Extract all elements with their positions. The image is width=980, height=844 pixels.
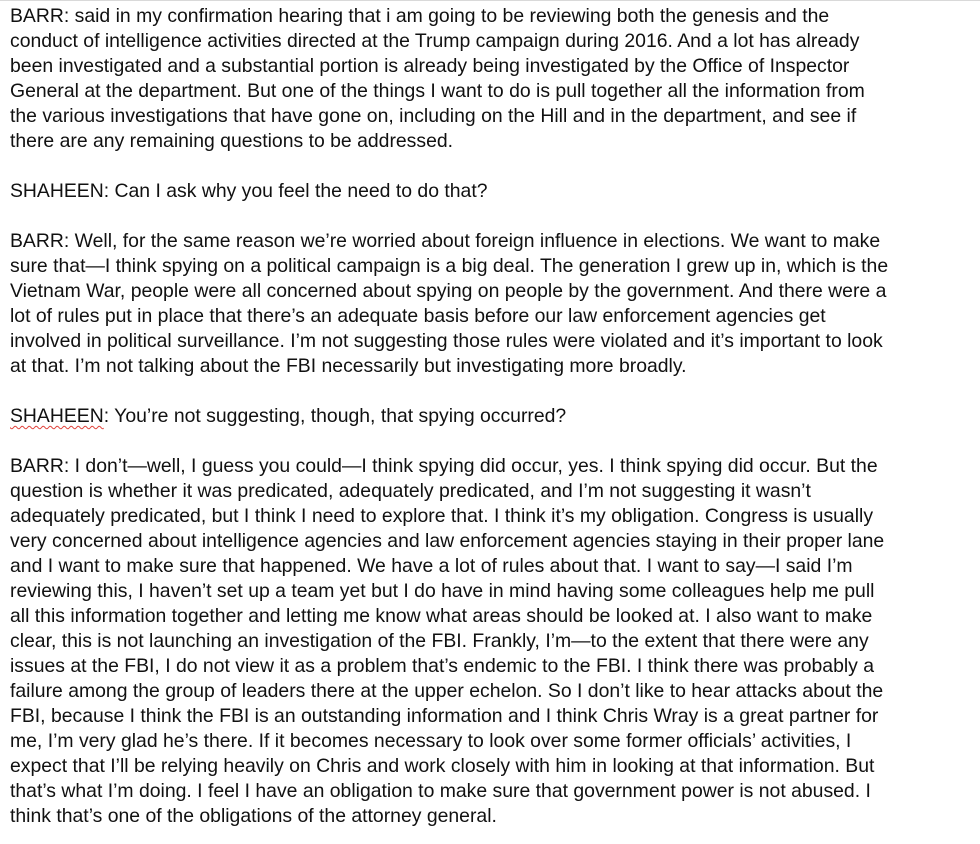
text-line: all this information together and letting me know what areas should be looked at. I also want to make — [10, 605, 873, 627]
text-line: clear, this is not launching an investigation of the FBI. Frankly, I’m—to the extent that there were any — [10, 630, 869, 652]
text-line: involved in political surveillance. I’m not suggesting those rules were violated and it’s important to look — [10, 330, 883, 352]
text-line: adequately predicated, but I think I need to explore that. I think it’s my obligation. Congress is usually — [10, 505, 874, 527]
page-top-border — [0, 0, 980, 1]
paragraph-gap — [10, 204, 980, 229]
paragraph-shaheen-1 — [10, 179, 980, 204]
text-line: very concerned about intelligence agencies and law enforcement agencies staying in their proper lane — [10, 530, 885, 552]
text-line: failure among the group of leaders there at the upper echelon. So I don’t like to hear attacks about the — [10, 680, 884, 702]
paragraph-shaheen-2 — [10, 404, 980, 429]
text-line: and I want to make sure that happened. We have a lot of rules about that. I want to say—I said I’m — [10, 555, 853, 577]
text-line: the various investigations that have gone on, including on the Hill and in the department, and see if — [10, 105, 857, 127]
text-line: conduct of intelligence activities directed at the Trump campaign during 2016. And a lot has already — [10, 30, 860, 52]
document-body[interactable] — [10, 4, 980, 829]
text-line: been investigated and a substantial portion is already being investigated by the Office of Inspector — [10, 55, 850, 77]
text-line: at that. I’m not talking about the FBI necessarily but investigating more broadly. — [10, 355, 687, 377]
text-line: Vietnam War, people were all concerned about spying on people by the government. And there were a — [10, 280, 887, 302]
paragraph-gap — [10, 154, 980, 179]
paragraph-barr-2 — [10, 229, 980, 379]
paragraph-barr-3 — [10, 454, 980, 829]
text-line: sure that—I think spying on a political campaign is a big deal. The generation I grew up in, which is the — [10, 255, 889, 277]
text-run: : You’re not suggesting, though, that spying occurred? — [103, 405, 567, 427]
text-line — [10, 404, 980, 429]
text-line: lot of rules put in place that there’s an adequate basis before our law enforcement agencies get — [10, 305, 826, 327]
text-line: General at the department. But one of the things I want to do is pull together all the information from — [10, 80, 865, 102]
spellcheck-flagged-word[interactable]: SHAHEEN — [10, 405, 104, 427]
text-line: issues at the FBI, I do not view it as a problem that’s endemic to the FBI. I think there was probably a — [10, 655, 875, 677]
paragraph-gap — [10, 429, 980, 454]
text-line: BARR: said in my confirmation hearing that i am going to be reviewing both the genesis and the — [10, 5, 830, 27]
text-line: expect that I’ll be relying heavily on Chris and work closely with him in looking at that information. But — [10, 755, 875, 777]
text-line: FBI, because I think the FBI is an outstanding information and I think Chris Wray is a great partner for — [10, 705, 879, 727]
text-line: me, I’m very glad he’s there. If it becomes necessary to look over some former officials’ activities, I — [10, 730, 852, 752]
text-line: there are any remaining questions to be addressed. — [10, 130, 454, 152]
text-line: BARR: I don’t—well, I guess you could—I think spying did occur, yes. I think spying did occur. But the — [10, 455, 878, 477]
paragraph-gap — [10, 379, 980, 404]
text-line: BARR: Well, for the same reason we’re worried about foreign influence in elections. We want to make — [10, 230, 881, 252]
text-line: reviewing this, I haven’t set up a team yet but I do have in mind having some colleagues help me pull — [10, 580, 875, 602]
text-line: that’s what I’m doing. I feel I have an obligation to make sure that government power is not abused. I — [10, 780, 871, 802]
text-line: question is whether it was predicated, adequately predicated, and I’m not suggesting it wasn’t — [10, 480, 811, 502]
text-line: think that’s one of the obligations of the attorney general. — [10, 805, 497, 827]
text-line: SHAHEEN: Can I ask why you feel the need to do that? — [10, 180, 488, 202]
paragraph-barr-1 — [10, 4, 980, 154]
